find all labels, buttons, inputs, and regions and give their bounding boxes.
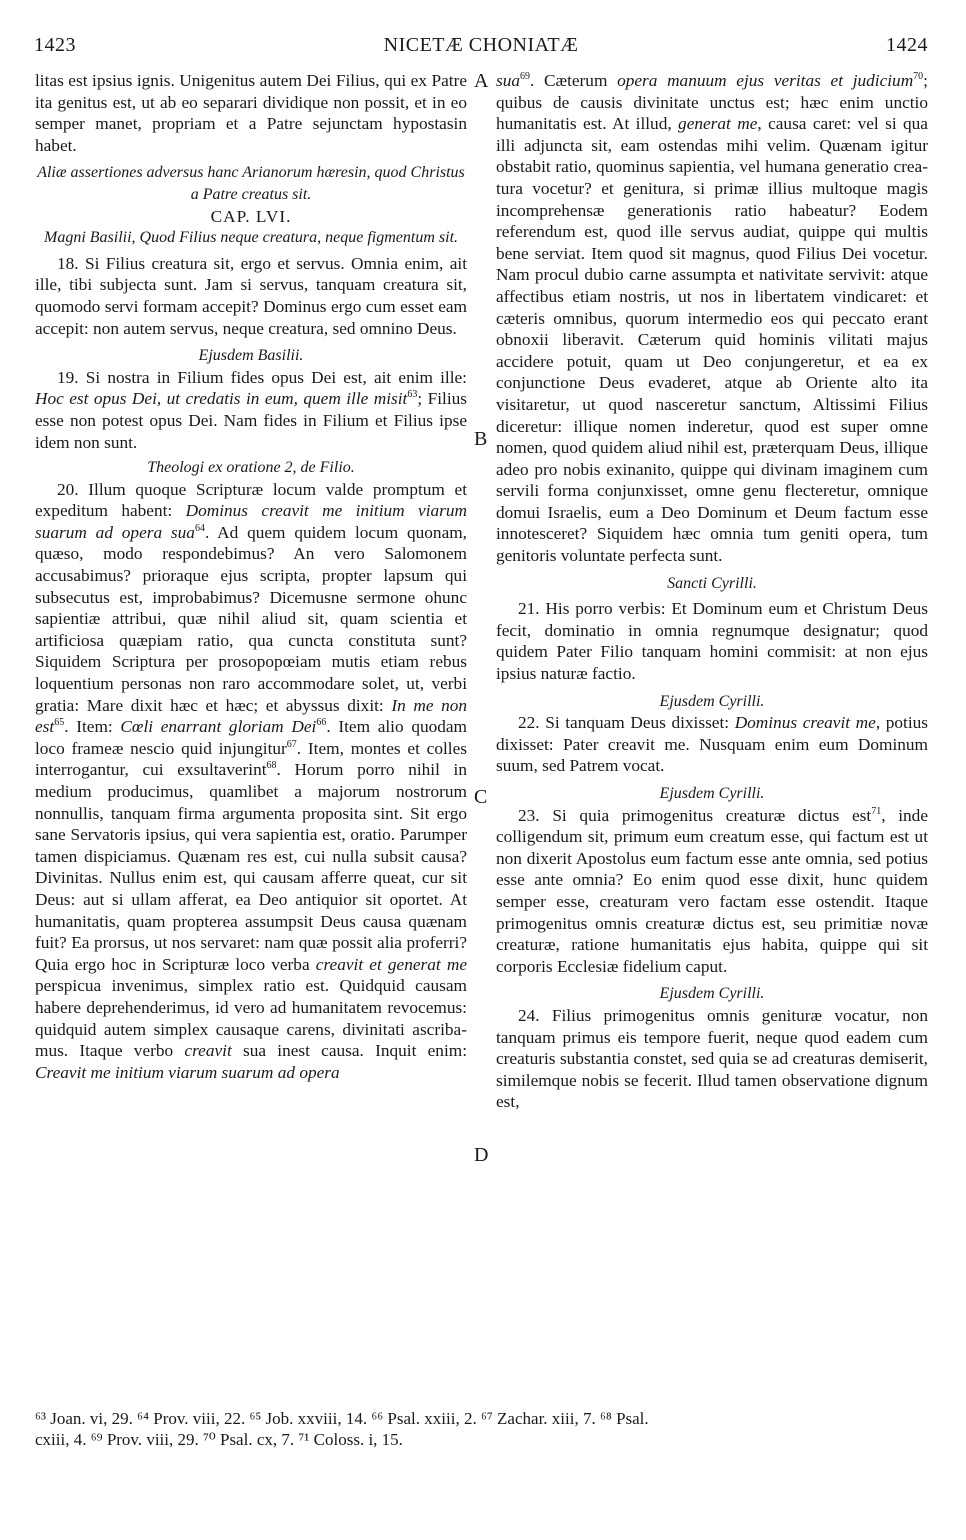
left-column xyxy=(35,70,467,1083)
footnotes xyxy=(35,1408,928,1450)
paragraph-20: 20. Illum quoque Scripturæ locum valde promptum et expeditum habent: Dominus creavit me initium viarum suarum ad opera sua$^{64}$. Ad quem quidem locum quonam, quæso, modo respondebimus? An vero Salomonem accusabimus? prioraque ejus scripta, propter lapsum qui subsecutus est, improbabimus? Dicemusne sermone ohunc sapientiæ attribui, quæ nihil aliud sit, quam scientia et artificiosa quæpiam ratio, qua cuncta constituta sunt? Siquidem Scriptura per prosopopœiam mutis etiam rebus loquentium personas non raro accommodare solet, ut, verbi gratia: Mare dixit hæc et hæc; et abyssus dixit: In me non est$^{65}$. Item: Cœli enarrant gloriam Dei$^{66}$. Item alio quodam loco frameæ nescio quid injungitur$^{67}$. Item, montes et colles interrogantur, cui exsultaverint$^{68}$. Horum porro nihil in medium producimus, quamlibet a majorum nostrorum nonnullis, tanquam firma argumenta proposita sint. Sit ergo sane Servatoris ipsius, qui vera sapientia est, oratio. Parumper tamen dispiciamus. Quænam res est, cui nulla subsit causa? Divinitas. Nullus enim est, qui causam afferre queat, cur sit Deus: aut si ullam afferat, ea Deo antiquior sit oportet. At humanitatis, quam propterea assumpsit Deus causa quænam fuit? Ea prorsus, ut nos servaret: nam quæ possit alia proferri? Quia ergo hoc in Scripturæ loco verba creavit et generat me perspicua invenimus, simplex ratio est. Quidquid causam habere deprehenderimus, id vero ad humanitatem revocemus: quidquid autem simplex causaque carens, divinitati ascribamus. Itaque verbo creavit sua inest causa. Inquit enim: Creavit me initium viarum suarum ad opera xyxy=(35,479,468,1082)
subsection-heading: Ejusdem Cyrilli. xyxy=(659,692,765,710)
subsection-heading: Ejusdem Basilii. xyxy=(198,347,304,365)
paragraph-18: 18. Si Filius creatura sit, ergo et servus. Omnia enim, ait ille, tibi subjecta sunt. Jam si servus, tanquam creatura sit, quomodo servi formam accepit? Dominus ergo cum esset eam accepit: non autem servus, neque creatura, sed omnino Deus. xyxy=(35,253,467,338)
footnote-line: ⁶³ Joan. vi, 29. ⁶⁴ Prov. viii, 22. ⁶⁵ Job. xxviii, 14. ⁶⁶ Psal. xxiii, 2. ⁶⁷ Zachar. xiii, 7. ⁶⁸ Psal. xyxy=(35,1409,649,1428)
margin-letter-a: A xyxy=(474,70,489,92)
paragraph-24: 24. Filius primogenitus omnis genituræ vocatur, non tanquam primus eis tempore fuerit, neque quod eadem cum creaturis substantia constet, sed quia se ad creaturas demiserit, similemque nobis se fecerit. Illud tamen observatione dignum est, xyxy=(496,1005,928,1112)
paragraph-23: 23. Si quia primogenitus creaturæ dictus est$^{71}$, inde colligendum sit, primum eum creatum esse, qui factum est ut non dixerit Apostolus eum factum esse ante omnia, sed potius esse ante omnia? Eo enim quod esse dixit, hunc quidem semper esse, creaturam vero factam esse ostendit. Itaque primogenitus omnis creaturæ dictus est, seu primitiæ novæ creaturæ, ratione humanitatis ejus habita, quippe qui sit corporis Ecclesiæ fidelium caput. xyxy=(496,805,928,976)
margin-letter-d: D xyxy=(474,1144,489,1166)
chapter-heading: CAP. LVI. xyxy=(210,206,292,226)
continuation-paragraph: sua$^{69}$. Cæterum opera manuum ejus veritas et judicium$^{70}$; quibus de causis divinitate unctus est; hæc enim unctio humanitatis est. At illud, generat me, causa caret: vel si qua illi adjuncta sit, eam ostendas mihi velim. Quænam igitur obstabit ratio, quominus sapientia, vel humana generatio creatura vocetur? et genitura, si primæ illius multoque magis incomprehensæ generationis ratio habeatur? Eodem referendum est, quod ille servus audiat, quippe qui multis bene serviat. Item quod sit magnus, quod Filius Dei vocetur. Nam procul dubio carne assumpta et nativitate servivit: atque affectibus etiam nostris, ut nos in libertatem vindicaret: et cæteris omnibus, quorum intermedio eos qui peccato erant obnoxii liberavit. Cæterum quid hominis vilitati majus accidere potuit, quam ut Deo conjungeretur, et ea ex conjunctione Deus evaderet, atque ab Oriente alto ita visitaretur, ut quod nasceretur sanctum, Altissimi Filius diceretur: illique nomen inderetur, quod est super omne nomen, quod quidem aliud nihil est, præterquam Deus, illique adeo pro nobis exinanito, quippe qui divinam imaginem cum servili forma conjunxisset, omne genu flecteretur, omnique domui Israelis, eum a Deo Dominum et Deum factum esse innotesceret? Siquidem hæc omnia tum geniti opera, tum genitoris voluntate perfecta sunt. xyxy=(496,71,928,566)
margin-letter-c: C xyxy=(474,786,488,808)
running-title: NICETÆ CHONIATÆ xyxy=(383,34,579,56)
page-number-right: 1424 xyxy=(886,34,928,56)
running-header xyxy=(34,34,928,60)
page-number-left: 1423 xyxy=(34,34,76,56)
subsection-heading: Theologi ex oratione 2, de Filio. xyxy=(147,459,355,477)
right-column xyxy=(496,70,928,1113)
subsection-heading: Sancti Cyrilli. xyxy=(667,574,757,592)
paragraph-22: 22. Si tanquam Deus dixisset: Dominus creavit me, potius dixisset: Pater creavit me. Nusquam enim eum Dominum suum, sed Patrem vocat. xyxy=(496,713,928,776)
subsection-heading: Magni Basilii, Quod Filius neque creatura, neque figmentum sit. xyxy=(43,229,459,247)
section-heading: Aliæ assertiones adversus hanc Arianorum hæresin, quod Christus a Patre creatus sit. xyxy=(37,164,465,203)
paragraph-19: 19. Si nostra in Filium fides opus Dei est, ait enim ille: Hoc est opus Dei, ut credatis in eum, quem ille misit$^{63}$; Filius esse non potest opus Dei. Nam fides in Filium et Filius ipse idem non sunt. xyxy=(35,367,467,452)
intro-paragraph: litas est ipsius ignis. Unigenitus autem Dei Filius, qui ex Patre ita genitus est, ut ab eo separari dividique non possit, et in eo semper manet, propriam et a Patre sejunctam hypostasin habet. xyxy=(35,71,467,155)
subsection-heading: Ejusdem Cyrilli. xyxy=(659,985,765,1003)
footnote-line: cxiii, 4. ⁶⁹ Prov. viii, 29. ⁷⁰ Psal. cx, 7. ⁷¹ Coloss. i, 15. xyxy=(35,1430,403,1449)
paragraph-21: 21. His porro verbis: Et Dominum eum et Christum Deus fecit, dominatio in omnia regnumque designatur; quod quidem Pater Filio tanquam homini commisit: at non ejus ipsius naturæ factio. xyxy=(496,599,928,684)
margin-letter-b: B xyxy=(474,428,488,450)
subsection-heading: Ejusdem Cyrilli. xyxy=(659,785,765,802)
